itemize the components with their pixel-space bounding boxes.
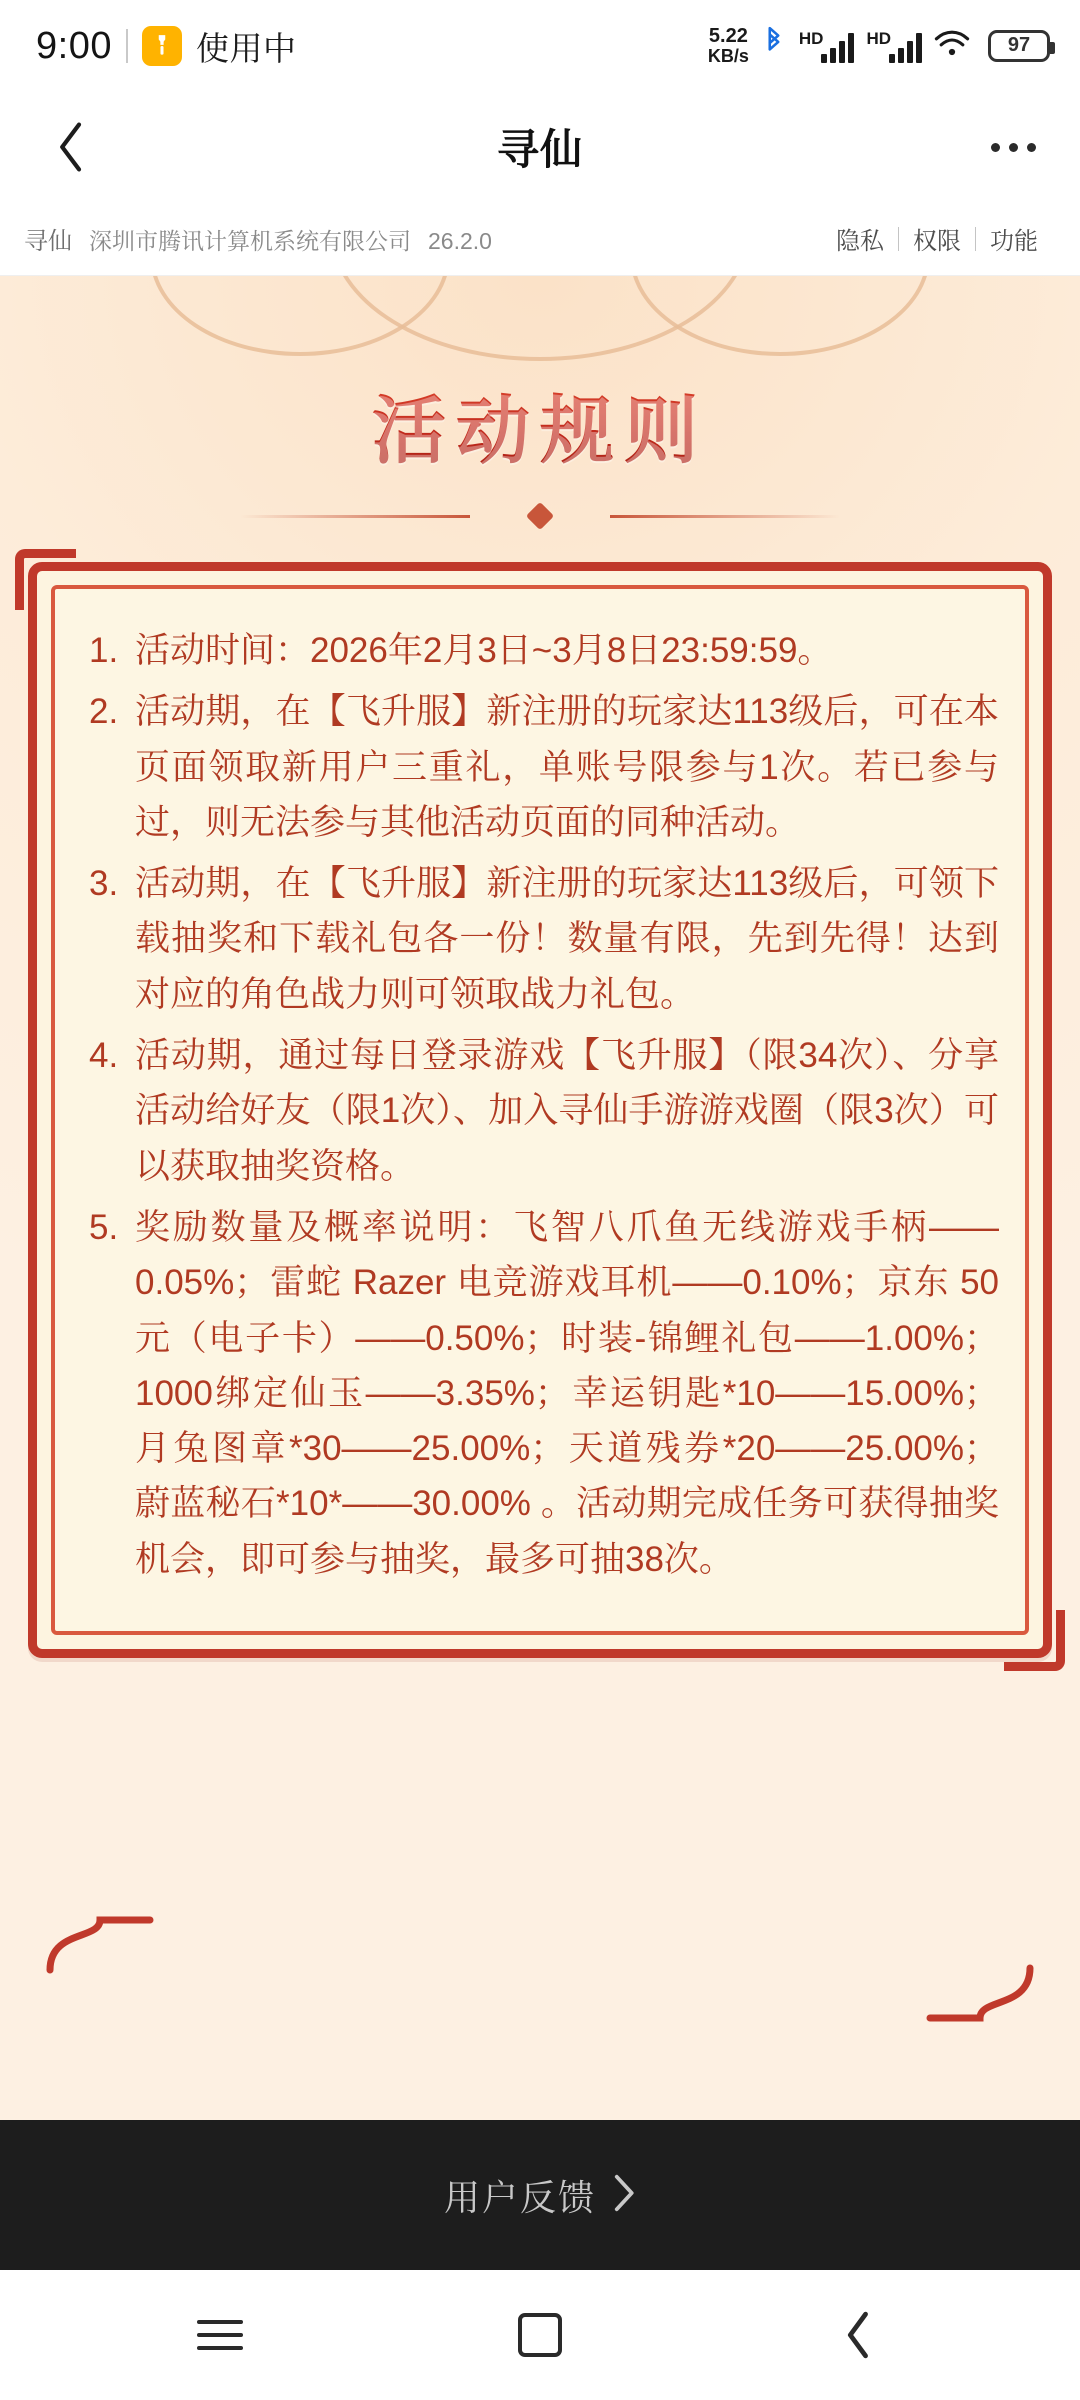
hd-label-1: HD <box>798 28 824 48</box>
status-bar <box>0 0 1080 92</box>
back-chevron-icon[interactable] <box>44 119 100 175</box>
list-item: 活动期，在【飞升服】新注册的玩家达113级后，可在本页面领取新用户三重礼，单账号限参与1次。若已参与过，则无法参与其他活动页面的同种活动。 <box>135 692 999 842</box>
status-divider <box>126 29 128 63</box>
flashlight-icon <box>142 26 182 66</box>
status-bar-right <box>708 26 1050 66</box>
wifi-icon <box>934 28 970 63</box>
page-title: 寻仙 <box>496 126 583 173</box>
rules-card <box>28 562 1052 1658</box>
permissions-link[interactable]: 权限 <box>913 228 961 255</box>
app-info-links <box>822 221 1052 256</box>
hamburger-lines <box>197 2320 243 2350</box>
user-feedback-label: 用户反馈 <box>443 2176 596 2218</box>
recents-menu-icon[interactable] <box>160 2290 280 2380</box>
rules-card-inner <box>51 585 1029 1635</box>
home-square-shape <box>518 2313 562 2357</box>
webview-content[interactable] <box>0 276 1080 2120</box>
heading-divider <box>240 504 840 528</box>
list-item: 活动期，通过每日登录游戏【飞升服】（限34次）、分享活动给好友（限1次）、加入寻仙手游游戏圈（限3次）可以获取抽奖资格。 <box>135 1036 999 1186</box>
privacy-link[interactable]: 隐私 <box>836 228 884 255</box>
app-version-label: 26.2.0 <box>428 228 492 254</box>
status-clock: 9:00 <box>36 24 112 67</box>
bluetooth-icon <box>761 26 787 65</box>
user-feedback-button[interactable] <box>0 2120 1080 2270</box>
battery-percent: 97 <box>1007 34 1031 57</box>
rules-heading: 活动规则 <box>372 372 708 478</box>
more-options-icon[interactable] <box>991 143 1036 152</box>
list-item: 活动期，在【飞升服】新注册的玩家达113级后，可领下载抽奖和下载礼包各一份！数量有限，先到先得！达到对应的角色战力则可领取战力礼包。 <box>135 864 999 1014</box>
app-company-label: 深圳市腾讯计算机系统有限公司 <box>89 228 411 254</box>
signal-bars-1 <box>821 33 854 63</box>
network-speed-indicator <box>708 26 749 66</box>
app-info-left <box>24 221 492 256</box>
hd-label-2: HD <box>866 28 891 48</box>
title-bar <box>0 92 1080 202</box>
network-speed-unit: KB/s <box>707 46 749 67</box>
chevron-right-icon <box>610 2173 636 2218</box>
home-square-icon[interactable] <box>480 2290 600 2380</box>
list-item: 活动时间：2026年2月3日~3月8日23:59:59。 <box>135 631 833 670</box>
signal-bars-2 <box>889 33 922 63</box>
nav-back-icon[interactable] <box>800 2290 920 2380</box>
status-bar-left <box>36 23 296 70</box>
network-speed-value: 5.22 <box>708 25 748 48</box>
battery-icon <box>988 30 1050 62</box>
list-item: 奖励数量及概率说明：飞智八爪鱼无线游戏手柄——0.05%；雷蛇 Razer 电竞游戏耳机——0.10%；京东 50元（电子卡）——0.50%；时装-锦鲤礼包——1.00%；1000绑定仙玉——3.35%；幸运钥匙*10——15.00%；月兔图章*30——25.00%；天道残券*20——25.00%；蔚蓝秘石*10*——30.00% 。活动期完成任务可获得抽奖机会，即可参与抽奖，最多可抽38次。 <box>135 1207 999 1579</box>
status-using-label: 使用中 <box>195 29 297 67</box>
app-info-bar <box>0 202 1080 276</box>
features-link[interactable]: 功能 <box>990 228 1038 255</box>
rules-heading-wrap <box>0 276 1080 528</box>
rules-list <box>81 623 999 1587</box>
system-nav-bar <box>0 2270 1080 2400</box>
signal-icon-1 <box>799 29 855 63</box>
app-name-label: 寻仙 <box>24 228 72 255</box>
signal-icon-2 <box>866 29 922 63</box>
